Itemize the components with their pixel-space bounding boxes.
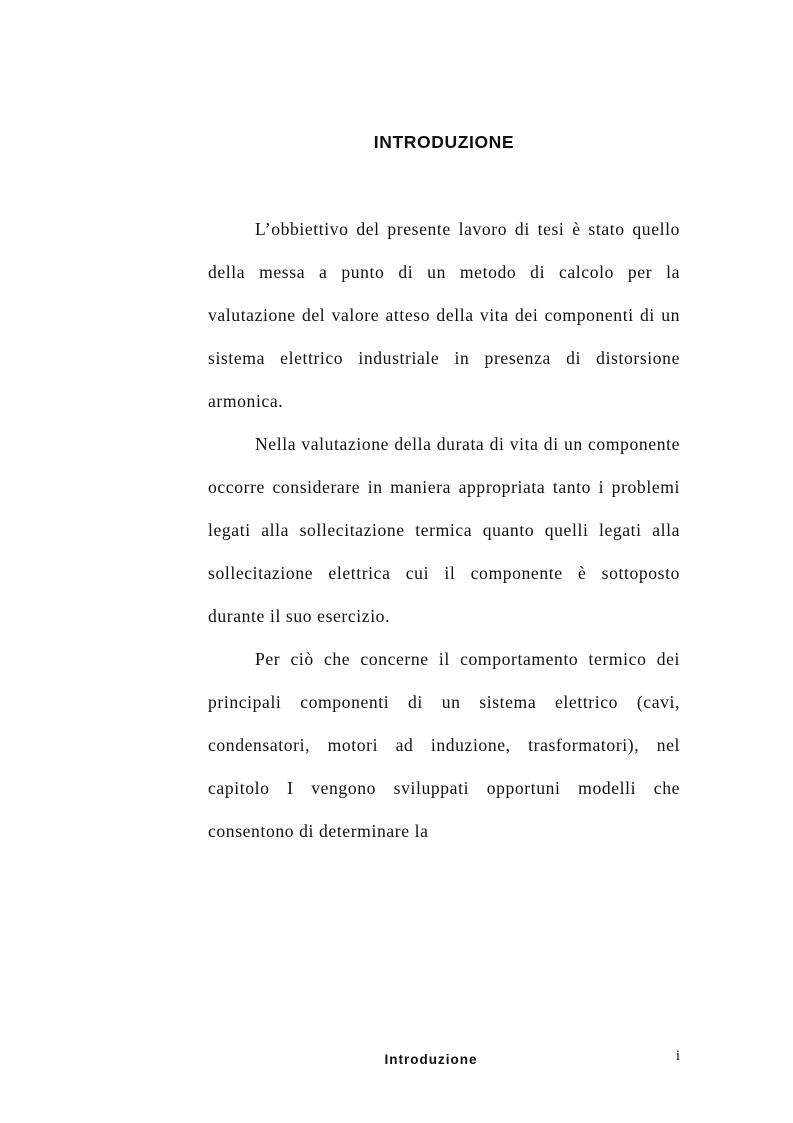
page-title: INTRODUZIONE <box>373 132 515 152</box>
paragraph: Nella valutazione della durata di vita di un componente occorre considerare in maniera appropriata tanto i problemi legati alla sollecitazione termica quanto quelli legati alla sollecitazione elettrica cui il componente è sottoposto durante il suo esercizio. <box>208 434 680 626</box>
paragraph: L’obbiettivo del presente lavoro di tesi è stato quello della messa a punto di un metodo di calcolo per la valutazione del valore atteso della vita dei componenti di un sistema elettrico industriale in presenza di distorsione armonica. <box>208 219 680 411</box>
paragraph: Per ciò che concerne il comportamento termico dei principali componenti di un sistema elettrico (cavi, condensatori, motori ad induzione, trasformatori), nel capitolo I vengono sviluppati opportuni modelli che consentono di determinare la <box>208 649 680 841</box>
footer-label: Introduzione <box>384 1052 478 1067</box>
body-text <box>208 208 680 853</box>
page-number: i <box>675 1048 681 1064</box>
